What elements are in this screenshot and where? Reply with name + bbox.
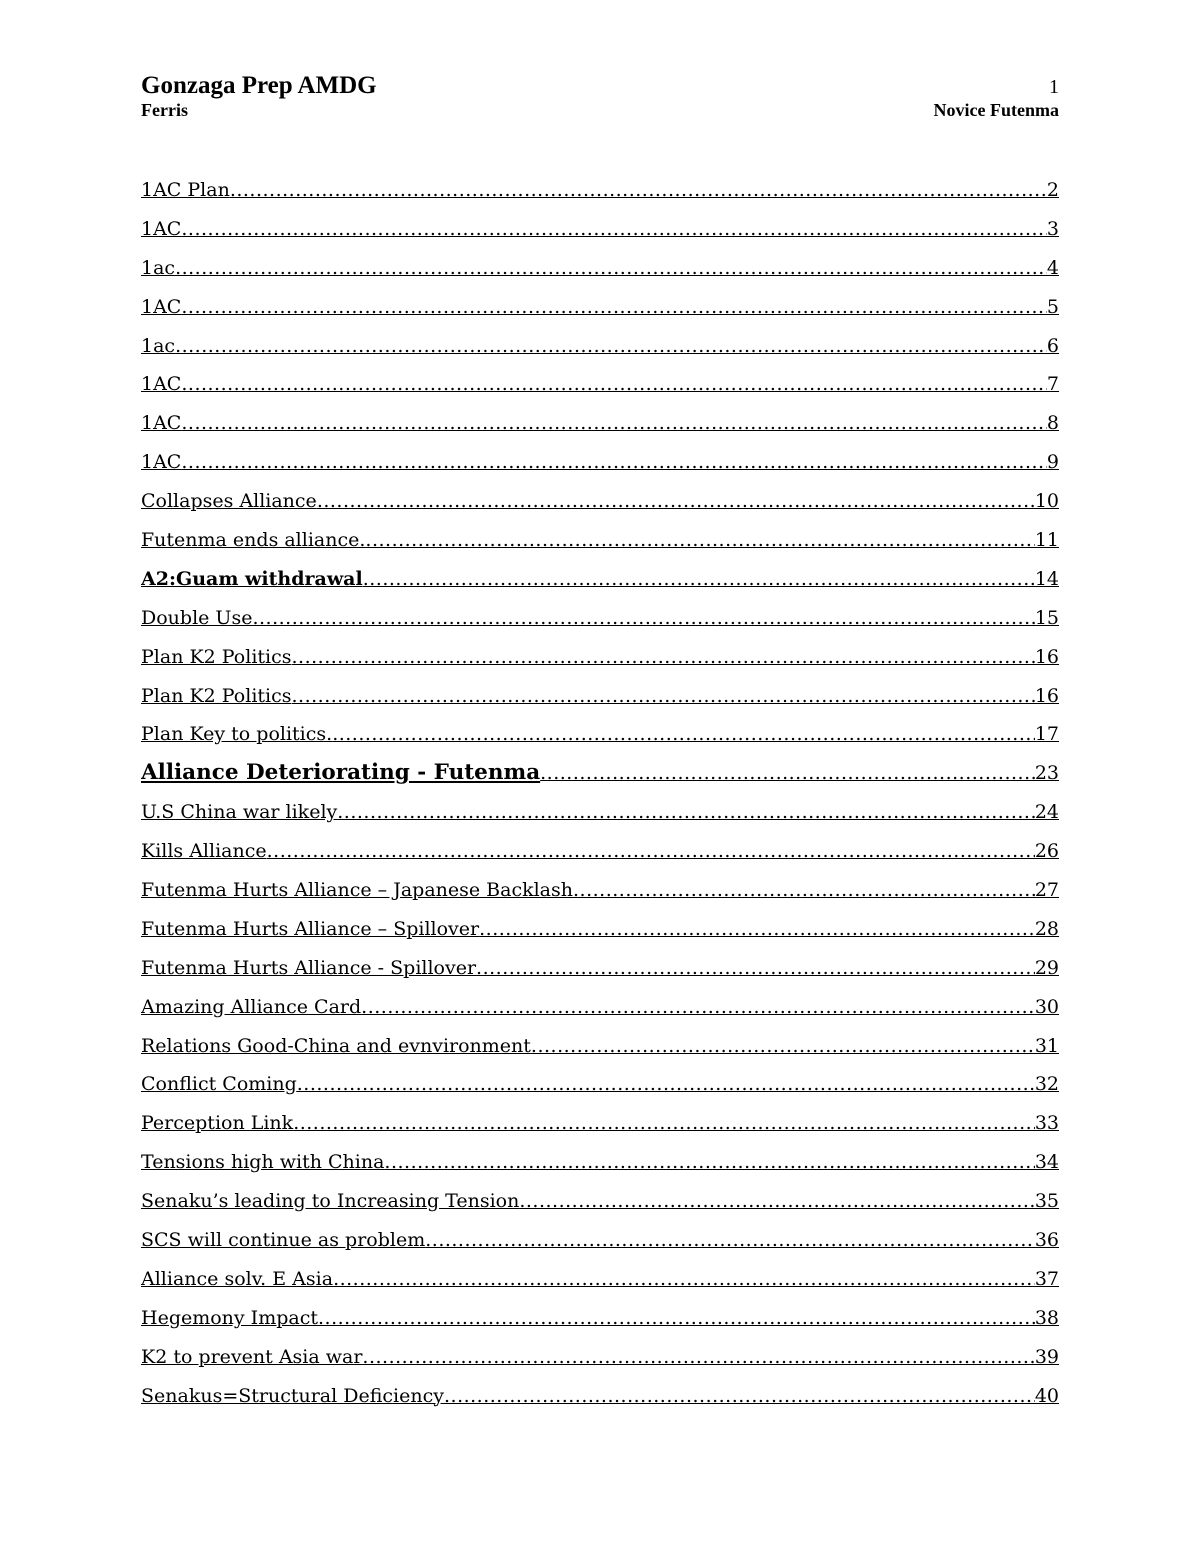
toc-entry-page: 9 <box>1046 451 1059 474</box>
dot-leader <box>425 1223 1035 1257</box>
toc-entry-title: Alliance solv. E Asia <box>141 1267 334 1290</box>
toc-entry-title: Futenma Hurts Alliance - Spillover <box>141 956 477 979</box>
dot-leader <box>337 795 1035 829</box>
toc-entry-page: 37 <box>1034 1267 1059 1290</box>
toc-entry-title: K2 to prevent Asia war <box>141 1345 363 1368</box>
toc-entry[interactable] <box>141 523 1059 562</box>
toc-entry[interactable] <box>141 679 1059 718</box>
toc-entry[interactable] <box>141 212 1059 251</box>
dot-leader <box>175 251 1047 285</box>
toc-entry-title: 1AC <box>141 412 182 435</box>
toc-entry-page: 24 <box>1034 801 1059 824</box>
toc-entry-page: 32 <box>1034 1073 1059 1096</box>
dot-leader <box>476 951 1035 985</box>
toc-entry-title: Tensions high with China <box>141 1151 385 1174</box>
toc-entry-page: 17 <box>1034 723 1059 746</box>
toc-entry-page: 2 <box>1046 179 1059 201</box>
toc-entry-title: Plan K2 Politics <box>141 645 292 668</box>
toc-entry-page: 11 <box>1034 529 1059 552</box>
toc-entry-page: 10 <box>1034 490 1059 513</box>
dot-leader <box>181 406 1047 440</box>
toc-entry-page: 4 <box>1046 256 1059 279</box>
toc-entry-title: 1ac <box>141 334 176 357</box>
toc-entry[interactable] <box>141 406 1059 445</box>
toc-entry-page: 16 <box>1034 684 1059 707</box>
toc-entry-title: 1ac <box>141 256 176 279</box>
dot-leader <box>297 1067 1035 1101</box>
toc-entry-title: Double Use <box>141 606 253 629</box>
toc-entry-page: 6 <box>1046 334 1059 357</box>
toc-entry[interactable] <box>141 990 1059 1029</box>
toc-entry[interactable] <box>141 1223 1059 1262</box>
dot-leader <box>292 640 1035 674</box>
dot-leader <box>293 1106 1035 1140</box>
dot-leader <box>519 1184 1034 1218</box>
toc-entry-title: 1AC Plan <box>141 179 230 201</box>
toc-entry-title: Senakus=Structural Deficiency <box>141 1384 444 1407</box>
toc-entry[interactable] <box>141 1379 1059 1418</box>
page-number: 1 <box>1049 76 1059 98</box>
toc-entry[interactable] <box>141 1067 1059 1106</box>
dot-leader <box>573 873 1035 907</box>
dot-leader <box>230 173 1047 207</box>
toc-entry[interactable] <box>141 484 1059 523</box>
dot-leader <box>175 329 1047 363</box>
toc-entry-page: 31 <box>1034 1034 1059 1057</box>
toc-entry[interactable] <box>141 873 1059 912</box>
toc-entry-title: Perception Link <box>141 1112 294 1135</box>
toc-entry-title: U.S China war likely <box>141 801 338 824</box>
toc-entry[interactable] <box>141 717 1059 756</box>
toc-entry-title: Relations Good-China and evnvironment <box>141 1034 531 1057</box>
toc-entry-title: 1AC <box>141 217 182 240</box>
toc-entry-page: 39 <box>1034 1345 1059 1368</box>
dot-leader <box>444 1379 1035 1413</box>
dot-leader <box>363 562 1035 596</box>
toc-entry-title: Conflict Coming <box>141 1073 297 1096</box>
toc-entry[interactable] <box>141 445 1059 484</box>
toc-entry[interactable] <box>141 367 1059 406</box>
toc-entry[interactable] <box>141 1340 1059 1379</box>
toc-entry-page: 30 <box>1034 995 1059 1018</box>
toc-entry-page: 8 <box>1046 412 1059 435</box>
page-header <box>141 72 1059 121</box>
dot-leader <box>292 679 1035 713</box>
toc-entry-page: 3 <box>1046 217 1059 240</box>
dot-leader <box>181 212 1047 246</box>
toc-entry-title: Futenma Hurts Alliance – Japanese Backlash <box>141 879 573 902</box>
toc-entry[interactable] <box>141 290 1059 329</box>
toc-entry[interactable] <box>141 601 1059 640</box>
toc-entry-page: 14 <box>1034 567 1059 590</box>
toc-entry-title: Kills Alliance <box>141 840 267 863</box>
toc-entry-page: 27 <box>1034 879 1059 902</box>
toc-entry-page: 26 <box>1034 840 1059 863</box>
toc-entry[interactable] <box>141 562 1059 601</box>
dot-leader <box>479 912 1035 946</box>
toc-entry[interactable] <box>141 1301 1059 1340</box>
toc-entry-page: 38 <box>1034 1306 1059 1329</box>
toc-entry-page: 5 <box>1046 295 1059 318</box>
document-title: Gonzaga Prep AMDG <box>141 72 377 99</box>
toc-entry-title: 1AC <box>141 451 182 474</box>
dot-leader <box>333 1262 1035 1296</box>
dot-leader <box>365 523 1034 557</box>
toc-entry-page: 35 <box>1034 1190 1059 1213</box>
dot-leader <box>267 834 1035 868</box>
toc-entry-page: 28 <box>1034 917 1059 940</box>
toc-entry[interactable] <box>141 329 1059 368</box>
toc-entry-title: 1AC <box>141 373 182 396</box>
toc-entry[interactable] <box>141 912 1059 951</box>
author-name: Ferris <box>141 100 188 120</box>
dot-leader <box>181 367 1047 401</box>
dot-leader <box>332 717 1035 751</box>
toc-entry-title: Hegemony Impact <box>141 1306 318 1329</box>
dot-leader <box>384 1145 1034 1179</box>
toc-entry[interactable] <box>141 1106 1059 1145</box>
toc-entry[interactable] <box>141 251 1059 290</box>
toc-entry[interactable] <box>141 756 1059 795</box>
toc-entry-page: 40 <box>1034 1384 1059 1407</box>
table-of-contents <box>141 173 1059 1418</box>
toc-entry[interactable] <box>141 951 1059 990</box>
toc-entry-page: 23 <box>1034 762 1059 785</box>
toc-entry-page: 33 <box>1034 1112 1059 1135</box>
toc-entry[interactable] <box>141 1029 1059 1068</box>
toc-entry-title: SCS will continue as problem <box>141 1229 426 1252</box>
toc-entry-title: A2:Guam withdrawal <box>141 567 363 590</box>
toc-entry[interactable] <box>141 173 1059 212</box>
dot-leader <box>317 484 1035 518</box>
file-name: Novice Futenma <box>933 100 1059 120</box>
toc-entry-title: Senaku’s leading to Increasing Tension <box>141 1190 520 1213</box>
toc-entry-page: 15 <box>1034 606 1059 629</box>
toc-entry-page: 34 <box>1034 1151 1059 1174</box>
toc-entry[interactable] <box>141 1262 1059 1301</box>
toc-entry-title: Futenma ends alliance. <box>141 529 366 552</box>
toc-entry-page: 36 <box>1034 1229 1059 1252</box>
dot-leader <box>181 290 1047 324</box>
dot-leader <box>318 1301 1035 1335</box>
toc-entry[interactable] <box>141 795 1059 834</box>
toc-entry-title: 1AC <box>141 295 182 318</box>
toc-entry-title: Plan K2 Politics <box>141 684 292 707</box>
toc-entry-title: Futenma Hurts Alliance – Spillover <box>141 917 480 940</box>
dot-leader <box>531 1029 1035 1063</box>
toc-entry-page: 16 <box>1034 645 1059 668</box>
toc-entry[interactable] <box>141 1145 1059 1184</box>
toc-entry[interactable] <box>141 640 1059 679</box>
toc-entry-title: Plan Key to politics. <box>141 723 333 746</box>
dot-leader <box>361 990 1035 1024</box>
toc-entry-title: Collapses Alliance <box>141 490 317 513</box>
toc-entry-page: 29 <box>1034 956 1059 979</box>
toc-entry[interactable] <box>141 834 1059 873</box>
dot-leader <box>252 601 1034 635</box>
toc-entry[interactable] <box>141 1184 1059 1223</box>
dot-leader <box>181 445 1047 479</box>
dot-leader <box>362 1340 1034 1374</box>
toc-entry-title: Alliance Deteriorating - Futenma <box>141 760 541 786</box>
dot-leader <box>540 756 1035 790</box>
toc-entry-title: Amazing Alliance Card <box>141 995 362 1018</box>
toc-entry-page: 7 <box>1046 373 1059 396</box>
